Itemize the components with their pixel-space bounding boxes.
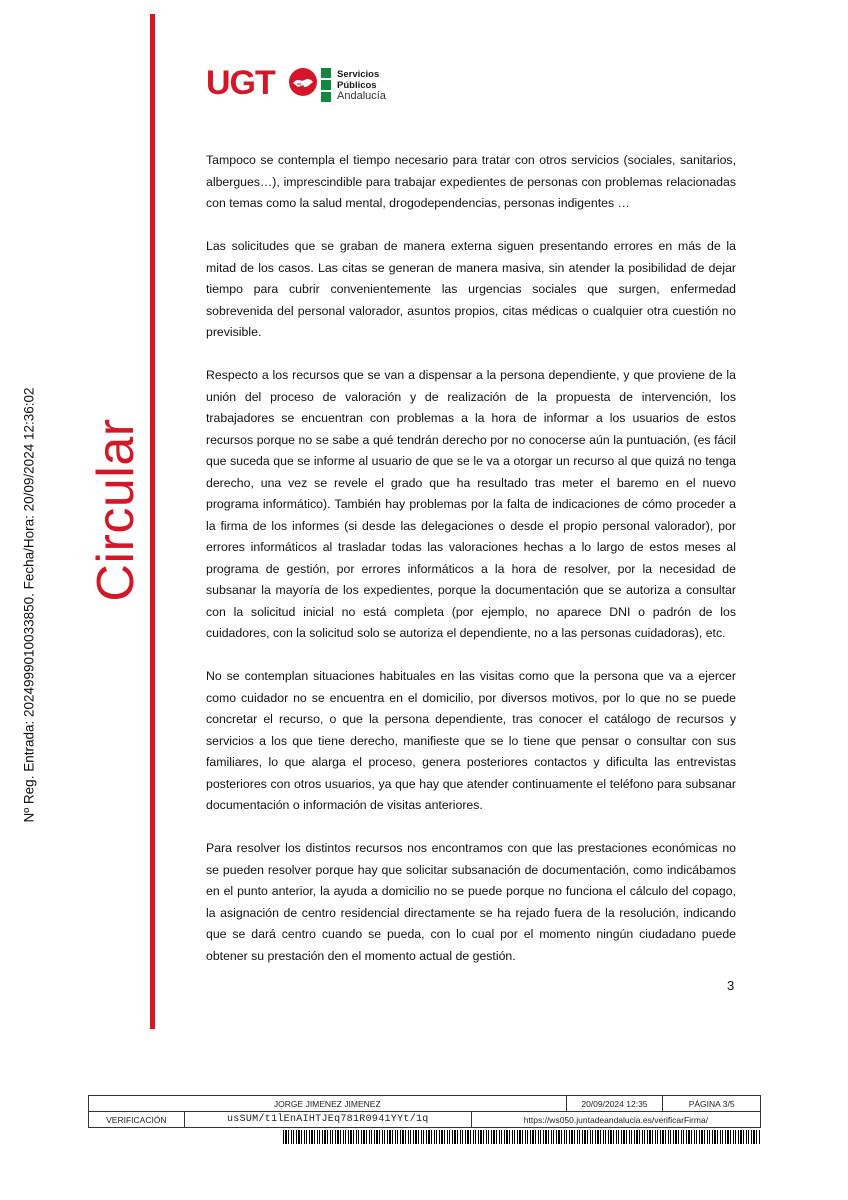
andalucia-flag-icon xyxy=(321,68,331,102)
handshake-icon xyxy=(288,67,318,97)
page-indicator: PÁGINA 3/5 xyxy=(688,1098,735,1109)
signer-name: JORGE JIMENEZ JIMENEZ xyxy=(89,1096,567,1111)
paragraph: No se contemplan situaciones habituales en las visitas como que la persona que va a ejercer como cuidador no se encuentra en el domicilio, por diversos motivos, por lo que no se puede concretar el recurso, o que la persona dependiente, tras conocer el catálogo de recursos y servicios a los que tiene derecho, manifieste que se lo tiene que pensar o consultar con sus familiares, lo que alarga el proceso, genera posteriores contactos y dificulta las entrevistas posteriores con otros usuarios, ya que hay que atender continuamente el teléfono para subsanar documentación o información de visitas anteriores. xyxy=(206,669,736,812)
ugt-logo xyxy=(206,64,406,104)
paragraph: Respecto a los recursos que se van a dispensar a la persona dependiente, y que proviene de la unión del proceso de valoración y de realización de la propuesta de intervención, los trabajadores se encuentran con problemas a la hora de informar a los usuarios de estos recursos porque no se sabe a qué tendrán derecho por no conocerse aún la puntuación, (es fácil que suceda que se informe al usuario de que se le va a otorgar un recurso al que quizá no tenga derecho, una vez se revele el grado que ha resultado tras meter el baremo en el nuevo programa informático). También hay problemas por la falta de indicaciones de cómo proceder a la firma de los informes (si desde las delegaciones o desde el propio personal valorador), por errores informáticos al trasladar todas las valoraciones hechas a lo largo de estos meses al programa de gestión, por errores informáticos a la hora de resolver, por la necesidad de subsanar la mayoría de los expedientes, porque la documentación que se autoriza a consultar con la solicitud inicial no está completa (por ejemplo, no aparece DNI o padrón de los cuidadores, con la solicitud solo se autoriza el dependiente, no a las personas cuidadoras), etc. xyxy=(206,368,736,640)
registration-text: Nº Reg. Entrada: 2024999010033850. Fecha/Hora: 20/09/2024 12:36:02 xyxy=(21,387,37,823)
signature-footer xyxy=(88,1095,761,1144)
barcode-icon xyxy=(283,1130,761,1144)
signature-date: 20/09/2024 12:35 xyxy=(567,1096,664,1111)
verification-code: usSUM/t1lEnAIHTJEq781R0941YYt/1q xyxy=(185,1112,472,1127)
verification-label: VERIFICACIÓN xyxy=(89,1112,185,1127)
paragraph: Tampoco se contempla el tiempo necesario para tratar con otros servicios (sociales, sanitarios, albergues…), imprescindible para trabajar expedientes de personas con problemas relacionadas con temas como la salud mental, drogodependencias, personas indigentes … xyxy=(206,153,736,210)
logo-line-1: Servicios xyxy=(337,69,380,80)
registration-stamp xyxy=(19,380,39,830)
page-number: 3 xyxy=(727,978,735,993)
circular-text: Circular xyxy=(87,418,145,602)
paragraph: Para resolver los distintos recursos nos encontramos con que las prestaciones económicas no se pueden resolver porque hay que solicitar subsanación de documentación, como indicábamos en el punto anterior, la ayuda a domicilio no se puede porque no funciona el cálculo del copago, la asignación de centro residencial directamente se ha rejado fuera de la resolución, indicando que se dará centro cuando se pueda, con lo cual por el momento ningún ciudadano puede obtener su prestación den el momento actual de gestión. xyxy=(206,841,736,963)
red-divider-bar xyxy=(150,14,155,1029)
verification-url[interactable]: https://ws050.juntadeandalucia.es/verificarFirma/ xyxy=(523,1114,709,1125)
barcode-row xyxy=(88,1130,761,1144)
logo-brand: UGT xyxy=(206,64,275,102)
logo-line-2: Públicos xyxy=(337,80,377,91)
paragraph: Las solicitudes que se graban de manera externa siguen presentando errores en más de la mitad de los casos. Las citas se generan de manera masiva, sin atender la posibilidad de dejar tiempo para cubrir convenientemente las urgencias sociales que surgen, enfermedad sobrevenida del personal valorador, asuntos propios, citas médicas o cualquier otra cuestión no previsible. xyxy=(206,239,736,339)
logo-line-3: Andalucía xyxy=(337,90,386,102)
document-body xyxy=(206,150,736,989)
footer-row-verification xyxy=(88,1112,761,1128)
footer-row-signer xyxy=(88,1095,761,1112)
circular-label xyxy=(88,410,144,610)
logo-text xyxy=(337,69,386,102)
